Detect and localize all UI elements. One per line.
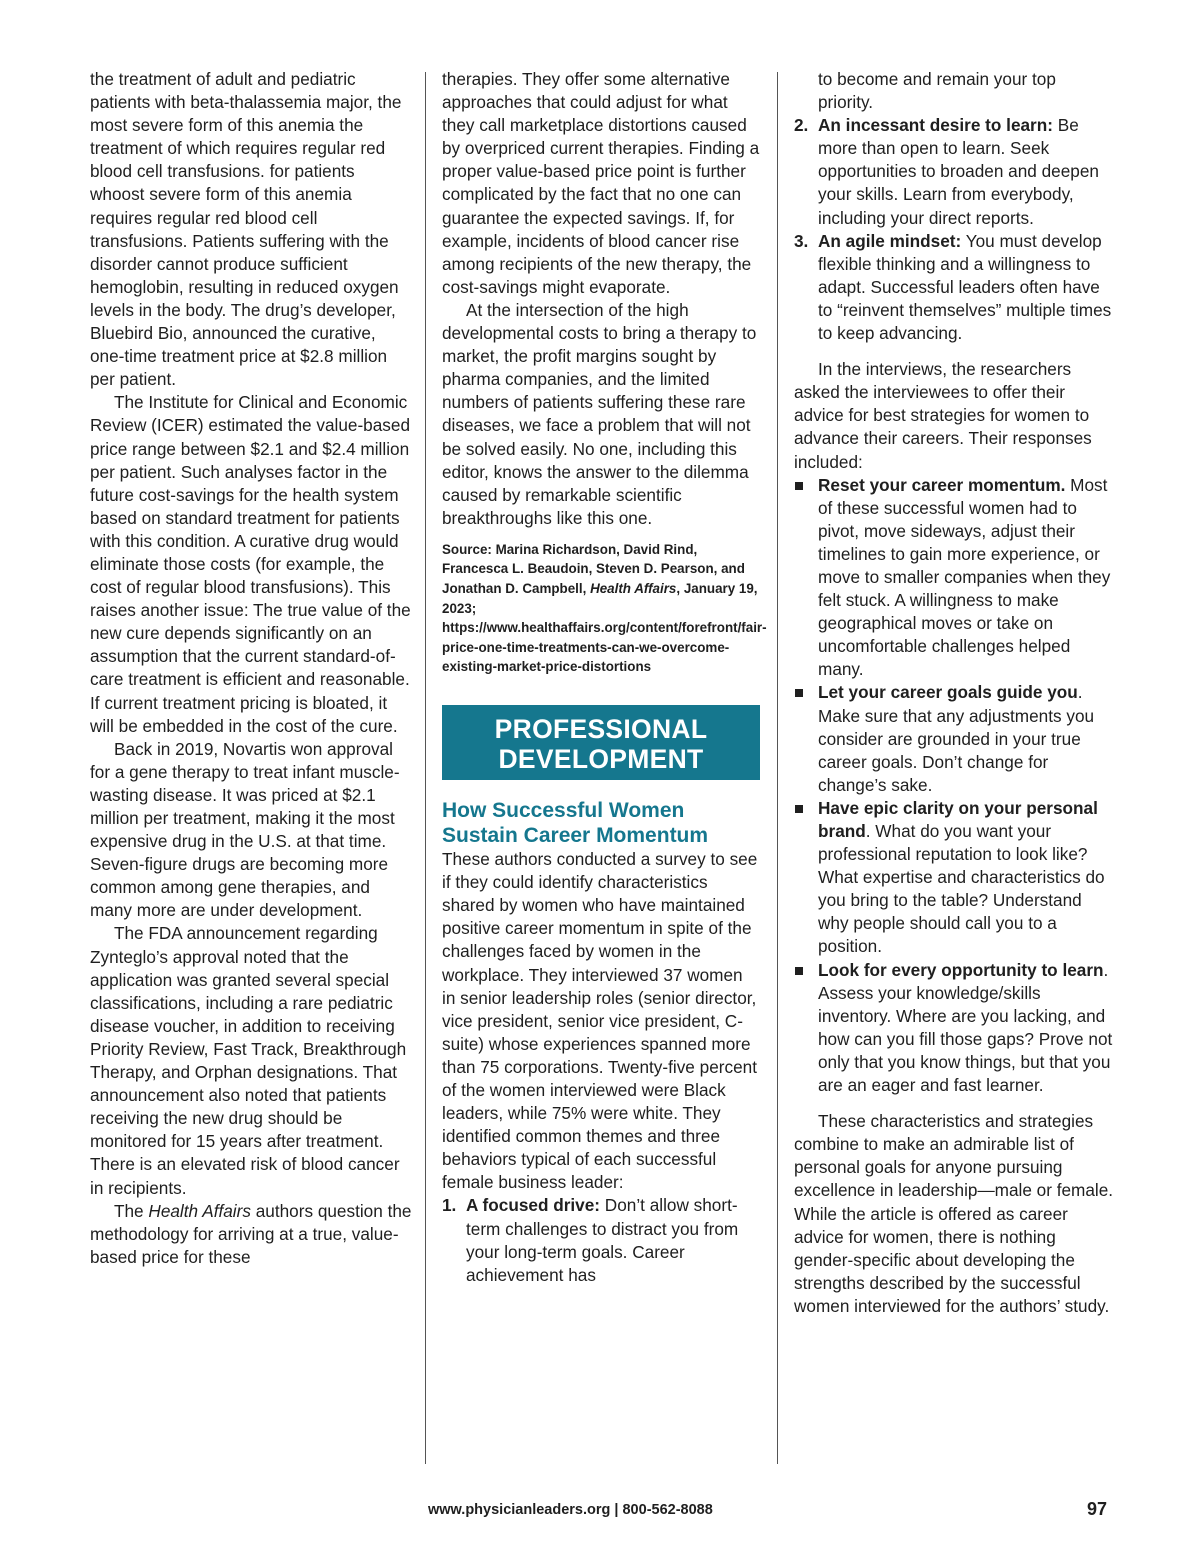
list-item-heading: An incessant desire to learn: — [818, 115, 1053, 136]
paragraph: Back in 2019, Novartis won approval for a gene therapy to treat infant muscle-wasting disease. It was priced at $2.1 million per treatment, making it the most expensive drug in the U.S. at that time. Seven-figure drugs are becoming more common among gene therapies, and many more are under development. — [90, 738, 400, 921]
list-item-text: to become and remain your top priority. — [818, 69, 1056, 113]
footer-site-link[interactable]: www.physicianleaders.org | 800-562-8088 — [428, 1502, 713, 1518]
list-item — [442, 1194, 760, 1286]
list-item — [794, 114, 1114, 229]
column-divider — [425, 72, 426, 1464]
paragraph: At the intersection of the high developmental costs to bring a therapy to market, the profit margins sought by pharma companies, and the limited numbers of patients suffering these rare diseases, we face a problem that will not be solved easily. No one, including this editor, knows the answer to the dilemma caused by remarkable scientific breakthroughs like this one. — [442, 299, 757, 528]
journal-name: Health Affairs — [148, 1200, 251, 1221]
list-item-heading: Look for every opportunity to learn — [818, 959, 1104, 980]
text-run: , January 19, 2023; https://www.healthaffairs.org/content/forefront/fair-price-one-time-treatments-can-we-overcome-existing-market-price-distortions — [442, 581, 767, 675]
text-run: authors question the methodology for arriving at a true, value-based price for these — [90, 1200, 412, 1267]
paragraph: The Institute for Clinical and Economic Review (ICER) estimated the value-based price range between $2.1 and $2.4 million per patient. Such analyses factor in the future cost-savings for the health system based on standard treatment for patients with this condition. A curative drug would eliminate those costs (for example, the cost of regular blood transfusions). This raises another issue: The true value of the new cure depends significantly on an assumption that the current standard-of-care treatment is efficient and reasonable. If current treatment pricing is bloated, it will be embedded in the cost of the cure. — [90, 392, 411, 736]
list-item-heading: Have epic clarity on your personal brand — [818, 797, 1098, 841]
text-run: The — [114, 1200, 149, 1221]
bullet-list — [794, 474, 1114, 1098]
list-item-text: . Make sure that any adjustments you consider are grounded in your true career goals. Don’t change for change’s sake. — [818, 682, 1095, 795]
list-item — [794, 474, 1114, 682]
paragraph: The FDA announcement regarding Zynteglo’s approval noted that the application was granted several special classifications, including a rare pediatric disease voucher, in addition to receiving Priority Review, Fast Track, Breakthrough Therapy, and Orphan designations. That announcement also noted that patients receiving the new drug should be monitored for 15 years after treatment. There is an elevated risk of blood cancer in recipients. — [90, 923, 407, 1198]
square-bullet-icon — [795, 689, 803, 697]
list-item-text: Don’t allow short-term challenges to distract you from your long-term goals. Career achievement has — [466, 1195, 739, 1285]
list-item — [794, 68, 1114, 114]
list-item-text: . What do you want your professional reputation to look like? What expertise and characteristics do you bring to the table? Understand why people should call you to a position. — [818, 821, 1105, 957]
article-title: How Successful Women Sustain Career Momentum — [442, 799, 709, 848]
column-divider — [777, 72, 778, 1464]
paragraph — [90, 1200, 412, 1269]
paragraph: These authors conducted a survey to see if they could identify characteristics shared by women who have maintained positive career momentum in spite of the challenges faced by women in the workplace. They interviewed 37 women in senior leadership roles (senior director, vice president, senior vice president, C-suite) whose experiences spanned more than 75 corporations. Twenty-five percent of the women interviewed were Black leaders, while 75% were white. They identified common themes and three behaviors typical of each successful female business leader: — [442, 849, 758, 1193]
square-bullet-icon — [795, 805, 803, 813]
list-item-text: Most of these successful women had to pivot, move sideways, adjust their timelines to gain more experience, or move to smaller companies when they felt stuck. A willingness to make geographical moves or take on uncomfortable challenges helped many. — [818, 474, 1111, 680]
paragraph: In the interviews, the researchers asked the interviewees to offer their advice for best strategies for women to advance their careers. Their responses included: — [794, 359, 1092, 472]
list-item — [794, 681, 1114, 796]
list-number: 1. — [442, 1195, 457, 1216]
column-middle — [442, 68, 767, 1287]
list-item-text: Be more than open to learn. Seek opportunities to broaden and deepen your skills. Learn from everybody, including your direct reports. — [818, 115, 1099, 228]
text-run: Source: Marina Richardson, David Rind, Francesca L. Beaudoin, Steven D. Pearson, and Jonathan D. Campbell, — [442, 541, 745, 597]
numbered-list — [442, 1194, 760, 1286]
list-item-heading: An agile mindset: — [818, 230, 962, 251]
journal-name: Health Affairs — [590, 581, 677, 597]
source-citation — [442, 540, 767, 677]
list-item-heading: Let your career goals guide you — [818, 682, 1078, 703]
banner-line: DEVELOPMENT — [498, 744, 704, 775]
banner-line: PROFESSIONAL — [494, 714, 708, 745]
square-bullet-icon — [795, 482, 803, 490]
list-item-heading: A focused drive: — [466, 1195, 601, 1216]
list-item-heading: Reset your career momentum. — [818, 474, 1066, 495]
list-item — [794, 230, 1114, 345]
paragraph: therapies. They offer some alternative approaches that could adjust for what they call marketplace distortions caused by overpriced current therapies. Finding a proper value-based price point is further complicated by the fact that no one can guarantee the expected savings. If, for example, incidents of blood cancer rise among recipients of the new therapy, the cost-savings might evaporate. — [442, 69, 760, 297]
list-number: 2. — [794, 115, 809, 136]
list-item — [794, 959, 1114, 1098]
section-banner — [442, 705, 760, 780]
paragraph: the treatment of adult and pediatric patients with beta-thalassemia major, the most severe form of this anemia the treatment of which requires regular red blood cell transfusions. for patients whoost severe form of this anemia requires regular red blood cell transfusions. Patients suffering with the disorder cannot produce sufficient hemoglobin, resulting in reduced oxygen levels in the body. The drug’s developer, Bluebird Bio, announced the curative, one-time treatment price at $2.8 million per patient. — [90, 69, 402, 390]
numbered-list — [794, 68, 1114, 345]
paragraph: These characteristics and strategies combine to make an admirable list of personal goals for anyone pursuing excellence in leadership—male or female. While the article is offered as career advice for women, there is nothing gender-specific about developing the strengths described by the successful women interviewed for the authors’ study. — [794, 1111, 1114, 1316]
list-item-text: You must develop flexible thinking and a willingness to adapt. Successful leaders often have to “reinvent themselves” multiple times to keep advancing. — [818, 230, 1112, 344]
list-item — [794, 797, 1114, 959]
column-right — [794, 68, 1114, 1318]
list-number: 3. — [794, 230, 809, 251]
list-item-text: . Assess your knowledge/skills inventory. Where are you lacking, and how can you fill those gaps? Prove not only that you know things, but that you are an eager and fast learner. — [818, 959, 1113, 1096]
page-number: 97 — [1087, 1499, 1108, 1519]
column-left — [90, 68, 412, 1269]
square-bullet-icon — [795, 967, 803, 975]
